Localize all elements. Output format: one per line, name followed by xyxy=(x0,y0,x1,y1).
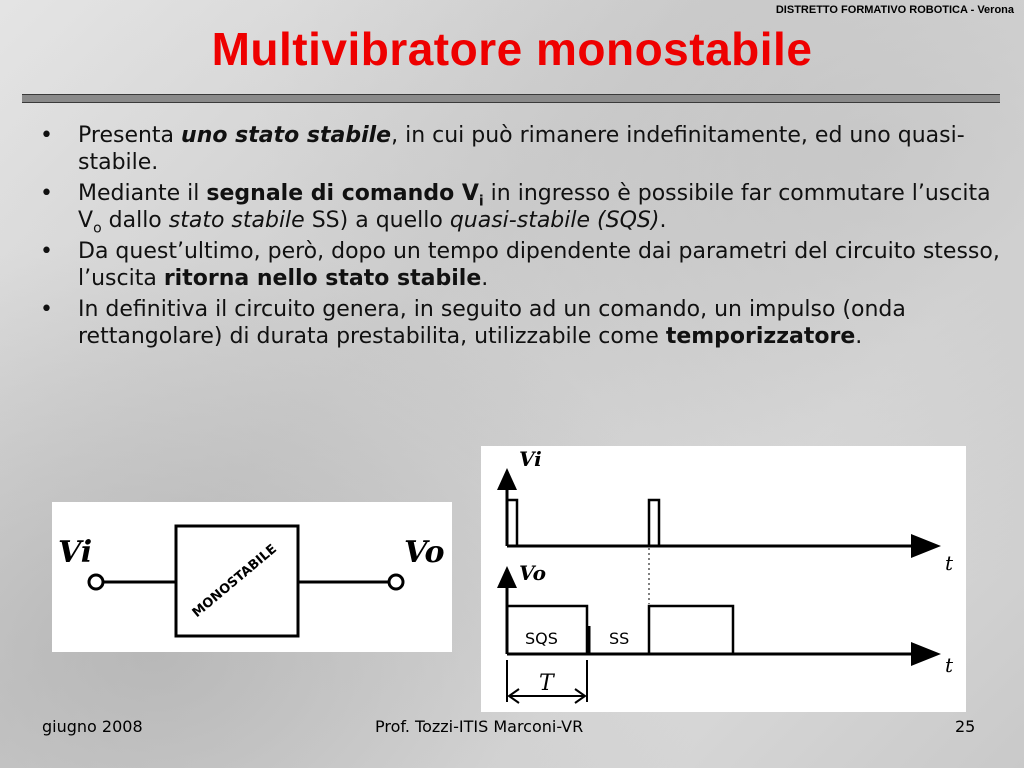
bullet-dot-icon: • xyxy=(40,123,53,148)
slide-title: Multivibratore monostabile xyxy=(211,23,813,75)
bullet-item-3: • Da quest’ultimo, però, dopo un tempo dipendente dai parametri del circuito stesso, l’uscita ritorna nello stato stabile. xyxy=(40,239,1000,291)
vi-pulse-2 xyxy=(649,500,659,546)
input-terminal xyxy=(89,575,103,589)
t-label-bottom: t xyxy=(945,653,954,677)
duration-label: T xyxy=(539,671,554,696)
bullet-item-1: • Presenta uno stato stabile, in cui può rimanere indefinitamente, ed uno quasi-stabile. xyxy=(40,123,965,175)
ss-label: SS xyxy=(609,629,630,648)
title-divider xyxy=(22,94,1000,103)
vi-label: Vi xyxy=(519,447,542,471)
vi-time-arrow-icon xyxy=(911,534,941,558)
output-label: Vo xyxy=(404,535,445,570)
bullet-item-4: • In definitiva il circuito genera, in seguito ad un comando, un impulso (onda rettangolare) di durata prestabilita, utilizzabile come temporizzatore. xyxy=(40,297,906,349)
vo-axis-arrow-icon xyxy=(497,566,517,588)
bullet-dot-icon: • xyxy=(40,181,53,206)
sqs-label: SQS xyxy=(525,629,558,648)
block-label: MONOSTABILE xyxy=(189,541,280,621)
vo-time-arrow-icon xyxy=(911,642,941,666)
bullet-list xyxy=(40,122,1000,354)
vi-axis-arrow-icon xyxy=(497,468,517,490)
block-diagram xyxy=(52,502,452,652)
output-terminal xyxy=(389,575,403,589)
waveform-diagram xyxy=(481,446,966,712)
bullet-dot-icon: • xyxy=(40,297,53,322)
vo-label: Vo xyxy=(519,561,547,585)
footer-page-number: 25 xyxy=(955,717,976,736)
block-diagram-svg xyxy=(52,502,452,652)
footer-date: giugno 2008 xyxy=(42,717,143,736)
waveform-svg xyxy=(481,446,966,712)
vo-pulse-2 xyxy=(649,606,733,654)
header-tag: DISTRETTO FORMATIVO ROBOTICA - Verona xyxy=(775,4,1014,16)
bullet-dot-icon: • xyxy=(40,239,53,264)
t-label-top: t xyxy=(945,551,954,575)
bullet-item-2: • Mediante il segnale di comando $V_i$ in ingresso è possibile far commutare l’uscita $V_o$ dallo stato stabile SS) a quello quasi-stabile (SQS). xyxy=(40,181,991,237)
footer-author: Prof. Tozzi-ITIS Marconi-VR xyxy=(375,717,584,736)
input-label: Vi xyxy=(58,535,93,570)
